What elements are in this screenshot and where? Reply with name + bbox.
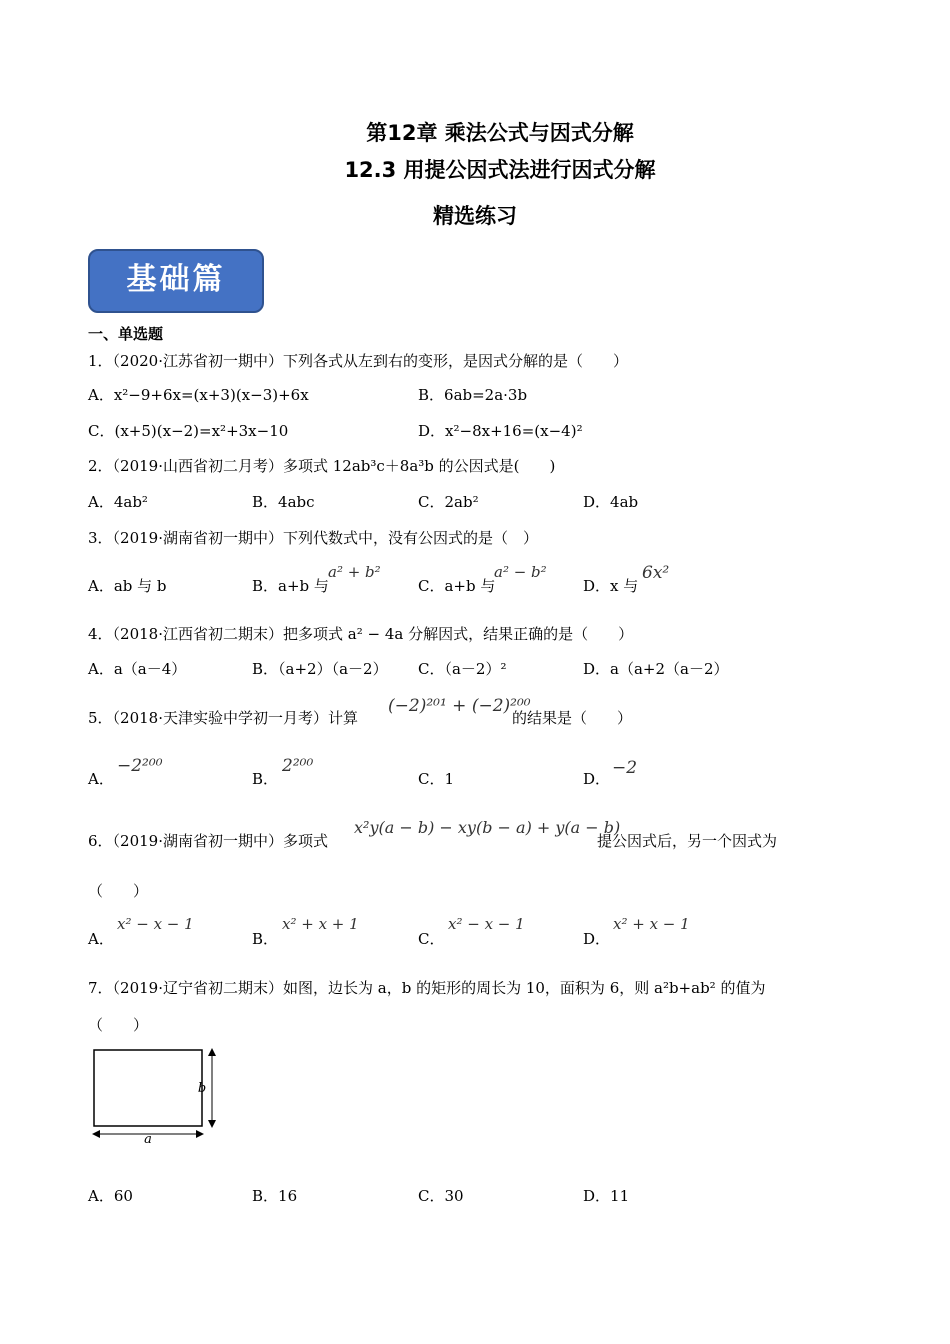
question-3-option-a: A．ab 与 b [88, 577, 167, 595]
question-6-option-a: A． [88, 930, 114, 948]
question-6-option-b: B． [252, 930, 279, 948]
question-6-option-c-math: x² − x − 1 [448, 915, 525, 933]
question-7-option-d: D．11 [583, 1187, 630, 1205]
chapter-title: 第12章 乘法公式与因式分解 [366, 121, 634, 145]
question-5-stem-end: 的结果是（ ） [512, 709, 633, 727]
question-2-option-d: D．4ab [583, 493, 639, 511]
question-2-stem: 2．（2019·山西省初二月考）多项式 12ab³c＋8a³b 的公因式是( ) [88, 457, 556, 475]
question-7-option-b: B．16 [252, 1187, 298, 1205]
question-1-option-c: C．(x+5)(x−2)=x²+3x−10 [88, 422, 289, 440]
question-7-answer-blank: （ ） [88, 1016, 149, 1034]
question-4-option-b: B．（a+2）（a－2） [252, 660, 388, 678]
question-6-option-c: C． [418, 930, 445, 948]
arrow-b-head-top [208, 1048, 216, 1056]
question-5-option-b-math: 2²⁰⁰ [282, 756, 314, 776]
question-5-stem: 5．（2018·天津实验中学初一月考）计算 [88, 709, 358, 727]
question-4-option-a: A．a（a－4） [88, 660, 187, 678]
question-1-option-a: A．x²−9+6x=(x+3)(x−3)+6x [88, 386, 309, 404]
question-1-option-d: D．x²−8x+16=(x−4)² [418, 422, 583, 440]
question-6-option-d-math: x² + x − 1 [613, 915, 690, 933]
question-7-stem: 7．（2019·辽宁省初二期末）如图，边长为 a，b 的矩形的周长为 10，面积为 6，则 a²b+ab² 的值为 [88, 979, 766, 997]
question-3-option-d: D．x 与 [583, 577, 639, 595]
question-5-option-a-math: −2²⁰⁰ [117, 756, 163, 776]
question-5-option-b: B． [252, 770, 279, 788]
question-5-option-c: C．1 [418, 770, 455, 788]
question-2-option-b: B．4abc [252, 493, 315, 511]
question-3-option-b-math: a² + b² [328, 563, 381, 581]
label-b: b [197, 1081, 207, 1096]
question-1-option-b: B．6ab=2a·3b [418, 386, 528, 404]
arrow-a-head-right [196, 1130, 204, 1138]
rectangle-figure [92, 1046, 222, 1150]
question-6-option-d: D． [583, 930, 611, 948]
question-3-option-c-math: a² − b² [494, 563, 547, 581]
question-6-option-b-math: x² + x + 1 [282, 915, 359, 933]
question-3-stem: 3．（2019·湖南省初一期中）下列代数式中，没有公因式的是（ ） [88, 529, 538, 547]
question-2-option-a: A．4ab² [88, 493, 148, 511]
question-6-stem: 6．（2019·湖南省初一期中）多项式 [88, 832, 328, 850]
question-5-expression: (−2)²⁰¹ + (−2)²⁰⁰ [388, 696, 531, 716]
question-7-option-a: A．60 [88, 1187, 133, 1205]
rectangle-shape [94, 1050, 202, 1126]
question-4-option-c: C．（a－2）² [418, 660, 507, 678]
section-title: 12.3 用提公因式法进行因式分解 [344, 158, 656, 182]
label-a: a [144, 1132, 152, 1146]
question-3-option-d-math: 6x² [642, 563, 670, 583]
question-6-answer-blank: （ ） [88, 882, 149, 900]
question-2-option-c: C．2ab² [418, 493, 479, 511]
question-5-option-a: A． [88, 770, 114, 788]
basic-level-badge: 基础篇 [88, 249, 264, 313]
question-6-stem-end: 提公因式后，另一个因式为 [597, 832, 778, 850]
question-5-option-d-math: −2 [612, 758, 638, 778]
question-4-option-d: D．a（a+2（a－2） [583, 660, 729, 678]
part-heading: 一、单选题 [88, 325, 164, 343]
question-7-option-c: C．30 [418, 1187, 464, 1205]
arrow-a-head-left [92, 1130, 100, 1138]
arrow-b-head-bottom [208, 1120, 216, 1128]
question-6-option-a-math: x² − x − 1 [117, 915, 194, 933]
question-5-option-d: D． [583, 770, 611, 788]
question-3-option-b: B．a+b 与 [252, 577, 329, 595]
subtitle: 精选练习 [433, 204, 517, 228]
question-4-stem: 4．（2018·江西省初二期末）把多项式 a² − 4a 分解因式，结果正确的是（ ） [88, 625, 634, 643]
question-6-expression: x²y(a − b) − xy(b − a) + y(a − b) [354, 818, 621, 837]
question-1-stem: 1．（2020·江苏省初一期中）下列各式从左到右的变形，是因式分解的是（ ） [88, 352, 628, 370]
question-3-option-c: C．a+b 与 [418, 577, 496, 595]
